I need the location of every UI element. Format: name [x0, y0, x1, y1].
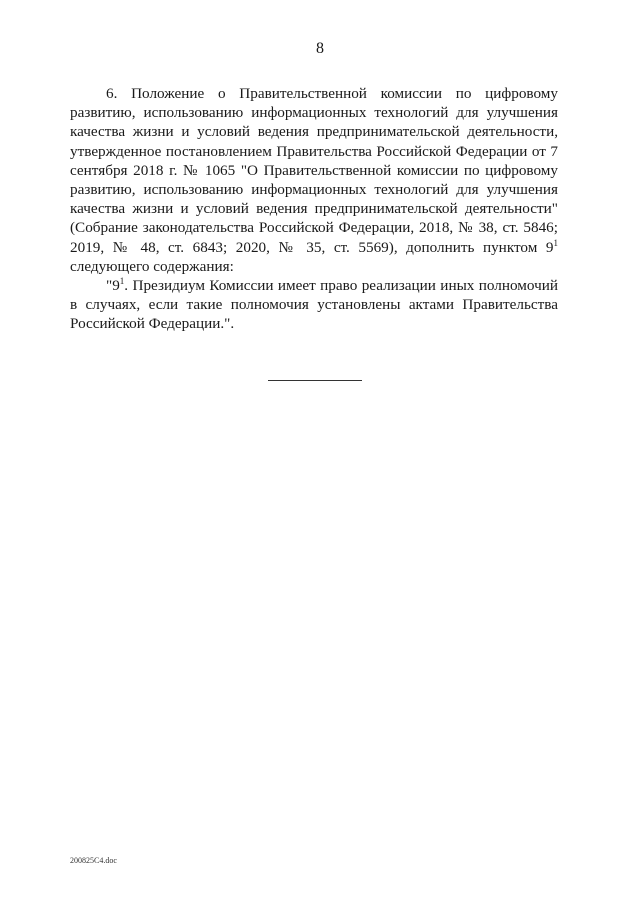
- paragraph-2-text-start: "9: [106, 277, 120, 295]
- paragraph-1-superscript: 1: [553, 237, 558, 248]
- paragraph-quoted-clause: [70, 276, 558, 334]
- paragraph-1-text-end: следующего содержания:: [70, 257, 234, 275]
- paragraph-1-text: 6. Положение о Правительственной комиссии по цифровому развитию, использованию информационных технологий для улучшения качества жизни и условий ведения предпринимательской деятельности, утвержденное постановлением Правительства Российской Федерации от 7 сентября 2018 г. № 1065 "О Правительственной комиссии по цифровому развитию, использованию информационных технологий для улучшения качества жизни и условий ведения предпринимательской деятельности" (Собрание законодательства Российской Федерации, 2018, № 38, ст. 5846; 2019, № 48, ст. 6843; 2020, № 35, ст. 5569), дополнить пунктом 9: [70, 85, 558, 256]
- paragraph-2-text: . Президиум Комиссии имеет право реализации иных полномочий в случаях, если такие полномочия установлены актами Правительства Российской Федерации.".: [70, 277, 558, 333]
- page-number: 8: [316, 40, 324, 57]
- document-body: [70, 84, 558, 334]
- section-divider: [268, 380, 362, 381]
- footer-doc-code: 200825C4.doc: [70, 856, 117, 865]
- paragraph-2-superscript: 1: [119, 276, 125, 287]
- paragraph-amendment: [70, 84, 558, 276]
